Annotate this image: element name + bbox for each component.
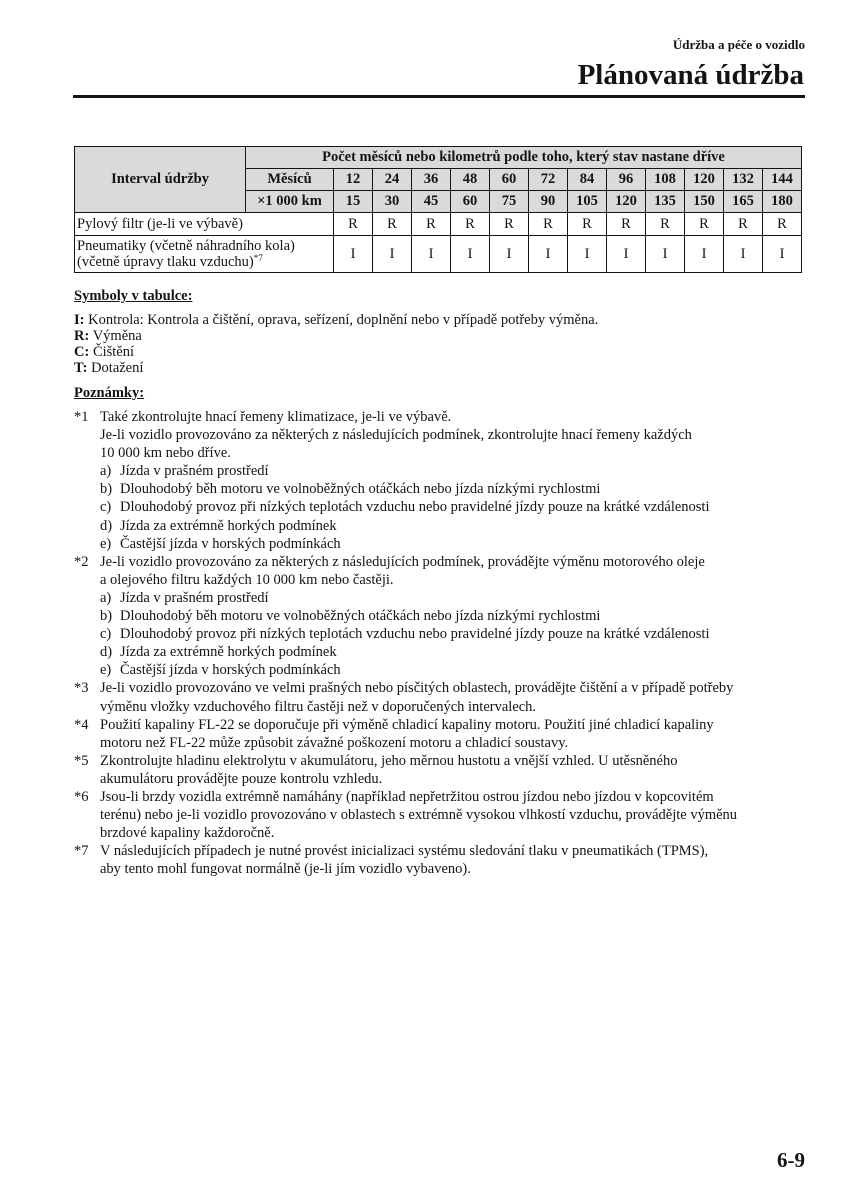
pollen-filter-value: R	[763, 213, 802, 236]
condition-label: b)	[100, 608, 113, 625]
note-line: Také zkontrolujte hnací řemeny klimatizace, je-li ve výbavě.	[100, 409, 452, 425]
symbols-title: Symboly v tabulce:	[74, 288, 193, 304]
km-value: 165	[724, 191, 763, 213]
tires-label	[75, 236, 334, 273]
maintenance-schedule-table	[74, 146, 802, 273]
pollen-filter-label: Pylový filtr (je-li ve výbavě)	[75, 213, 334, 236]
condition-label: b)	[100, 481, 113, 498]
symbol-key: T:	[74, 360, 88, 376]
note-5	[74, 752, 814, 788]
table-row-tires	[75, 236, 802, 273]
tires-value: I	[373, 236, 412, 273]
tires-label-line: Pneumatiky (včetně náhradního kola)	[77, 238, 295, 254]
condition-label: c)	[100, 626, 112, 643]
note-marker: *3	[74, 680, 89, 697]
months-value: 120	[685, 169, 724, 191]
note-marker: *2	[74, 553, 89, 570]
pollen-filter-value: R	[646, 213, 685, 236]
months-value: 72	[529, 169, 568, 191]
condition-text: Jízda za extrémně horkých podmínek	[120, 644, 337, 661]
months-value: 84	[568, 169, 607, 191]
note-condition	[100, 480, 814, 498]
note-2	[74, 553, 814, 680]
condition-text: Dlouhodobý provoz při nízkých teplotách vzduchu nebo pravidelné jízdy pouze na krátké vzdálenosti	[120, 499, 710, 516]
note-condition	[100, 625, 814, 643]
condition-text: Jízda za extrémně horkých podmínek	[120, 517, 337, 534]
km-value: 120	[607, 191, 646, 213]
pollen-filter-value: R	[685, 213, 724, 236]
km-value: 150	[685, 191, 724, 213]
note-condition	[100, 498, 814, 516]
symbol-entry	[74, 360, 598, 376]
symbol-text: Dotažení	[91, 360, 144, 376]
pollen-filter-value: R	[334, 213, 373, 236]
note-marker: *7	[74, 843, 89, 860]
note-condition	[100, 535, 814, 553]
months-value: 48	[451, 169, 490, 191]
note-condition	[100, 517, 814, 535]
note-condition	[100, 643, 814, 661]
note-condition	[100, 607, 814, 625]
note-line: Je-li vozidlo provozováno ve velmi prašných nebo písčitých oblastech, provádějte čištění a v případě potřeby	[100, 680, 734, 697]
months-label: Měsíců	[246, 169, 334, 191]
tires-note-ref: *7	[253, 253, 263, 263]
months-value: 132	[724, 169, 763, 191]
tires-label-line: (včetně úpravy tlaku vzduchu)	[77, 254, 254, 270]
tires-value: I	[568, 236, 607, 273]
symbols-list	[74, 312, 598, 376]
condition-label: e)	[100, 662, 112, 679]
condition-text: Dlouhodobý běh motoru ve volnoběžných otáčkách nebo jízda nízkými rychlostmi	[120, 608, 601, 625]
note-condition	[100, 589, 814, 607]
km-value: 105	[568, 191, 607, 213]
pollen-filter-value: R	[373, 213, 412, 236]
condition-text: Dlouhodobý běh motoru ve volnoběžných otáčkách nebo jízda nízkými rychlostmi	[120, 481, 601, 498]
note-line: akumulátoru provádějte pouze kontrolu vzhledu.	[100, 770, 383, 787]
interval-span-header: Počet měsíců nebo kilometrů podle toho, který stav nastane dříve	[246, 147, 802, 169]
note-line: terénu) nebo je-li vozidlo provozováno v oblastech s extrémně vysokou vlhkostí vzduchu, provádějte výměnu	[100, 807, 738, 824]
tires-value: I	[685, 236, 724, 273]
condition-text: Dlouhodobý provoz při nízkých teplotách vzduchu nebo pravidelné jízdy pouze na krátké vzdálenosti	[120, 626, 710, 643]
note-line: Je-li vozidlo provozováno za některých z následujících podmínek, provádějte výměnu motorového oleje	[100, 553, 705, 570]
symbol-text: Výměna	[92, 328, 142, 344]
section-title: Údržba a péče o vozidlo	[672, 37, 805, 52]
tires-value: I	[763, 236, 802, 273]
km-value: 180	[763, 191, 802, 213]
note-line: a olejového filtru každých 10 000 km nebo častěji.	[100, 571, 394, 588]
symbol-entry	[74, 328, 598, 344]
note-6	[74, 788, 814, 842]
pollen-filter-value: R	[529, 213, 568, 236]
symbol-key: R:	[74, 328, 90, 344]
note-1	[74, 408, 814, 553]
km-value: 90	[529, 191, 568, 213]
note-line: Je-li vozidlo provozováno za některých z následujících podmínek, zkontrolujte hnací řemeny každých	[100, 427, 692, 444]
km-value: 75	[490, 191, 529, 213]
page-number: 6-9	[777, 1148, 805, 1172]
tires-value: I	[646, 236, 685, 273]
note-3	[74, 679, 814, 715]
condition-text: Častější jízda v horských podmínkách	[120, 535, 341, 552]
note-line: aby tento mohl fungovat normálně (je-li jím vozidlo vybaveno).	[100, 861, 471, 878]
pollen-filter-value: R	[412, 213, 451, 236]
note-marker: *1	[74, 409, 89, 425]
condition-text: Častější jízda v horských podmínkách	[120, 662, 341, 679]
tires-value: I	[529, 236, 568, 273]
km-value: 15	[334, 191, 373, 213]
page-title: Plánovaná údržba	[577, 59, 804, 91]
symbol-key: I:	[74, 312, 85, 328]
months-value: 96	[607, 169, 646, 191]
condition-label: c)	[100, 499, 112, 516]
condition-label: d)	[100, 644, 113, 661]
note-line: motoru než FL-22 může způsobit závažné poškození motoru a chladicí soustavy.	[100, 734, 569, 751]
table-row-pollen-filter	[75, 213, 802, 236]
note-7	[74, 842, 814, 878]
km-label: ×1 000 km	[246, 191, 334, 213]
note-line: V následujících případech je nutné provést inicializaci systému sledování tlaku v pneumatikách (TPMS),	[100, 843, 709, 860]
months-value: 108	[646, 169, 685, 191]
note-line: výměnu vložky vzduchového filtru častěji než v doporučených intervalech.	[100, 698, 537, 715]
note-4	[74, 716, 814, 752]
condition-text: Jízda v prašném prostředí	[120, 589, 269, 606]
tires-value: I	[451, 236, 490, 273]
months-value: 60	[490, 169, 529, 191]
note-line: Zkontrolujte hladinu elektrolytu v akumulátoru, jeho měrnou hustotu a vnější vzhled. U utěsněného	[100, 752, 678, 769]
condition-text: Jízda v prašném prostředí	[120, 463, 269, 480]
condition-label: a)	[100, 463, 112, 480]
condition-label: a)	[100, 589, 112, 606]
note-marker: *5	[74, 752, 89, 769]
interval-header: Interval údržby	[75, 147, 246, 213]
notes-title: Poznámky:	[74, 385, 145, 401]
tires-value: I	[490, 236, 529, 273]
header-rule	[73, 95, 805, 98]
km-value: 60	[451, 191, 490, 213]
condition-label: e)	[100, 535, 112, 552]
note-line: 10 000 km nebo dříve.	[100, 445, 231, 462]
note-condition	[100, 462, 814, 480]
note-line: Jsou-li brzdy vozidla extrémně namáhány (například nepřetržitou ostrou jízdou nebo jízdou v kopcovitém	[100, 788, 714, 805]
months-value: 24	[373, 169, 412, 191]
months-value: 144	[763, 169, 802, 191]
symbol-text: Čištění	[92, 344, 135, 360]
km-value: 135	[646, 191, 685, 213]
table-header-row	[75, 147, 802, 169]
pollen-filter-value: R	[568, 213, 607, 236]
note-line: Použití kapaliny FL-22 se doporučuje při výměně chladicí kapaliny motoru. Použití jiné chladicí kapaliny	[100, 716, 714, 733]
pollen-filter-value: R	[451, 213, 490, 236]
pollen-filter-value: R	[607, 213, 646, 236]
symbol-key: C:	[74, 344, 90, 360]
months-value: 12	[334, 169, 373, 191]
tires-value: I	[607, 236, 646, 273]
tires-value: I	[724, 236, 763, 273]
pollen-filter-value: R	[490, 213, 529, 236]
note-condition	[100, 661, 814, 679]
condition-label: d)	[100, 517, 113, 534]
tires-value: I	[334, 236, 373, 273]
notes-list	[74, 408, 814, 878]
pollen-filter-value: R	[724, 213, 763, 236]
note-line: brzdové kapaliny každoročně.	[100, 825, 275, 842]
note-marker: *4	[74, 716, 89, 733]
note-marker: *6	[74, 788, 89, 805]
symbol-entry	[74, 312, 598, 328]
months-value: 36	[412, 169, 451, 191]
km-value: 30	[373, 191, 412, 213]
symbol-text: Kontrola: Kontrola a čištění, oprava, seřízení, doplnění nebo v případě potřeby výměna.	[88, 312, 599, 328]
km-value: 45	[412, 191, 451, 213]
symbol-entry	[74, 344, 598, 360]
tires-value: I	[412, 236, 451, 273]
